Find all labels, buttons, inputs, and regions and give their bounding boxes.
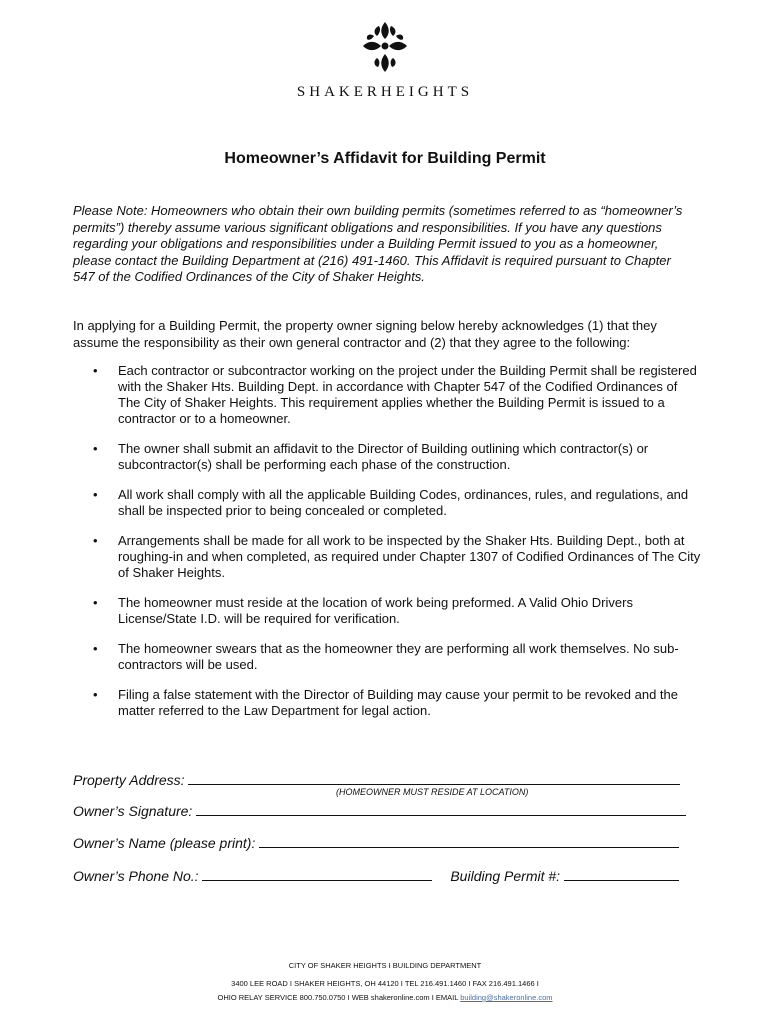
- footer-line-2: 3400 LEE ROAD I SHAKER HEIGHTS, OH 44120 I TEL 216.491.1460 I FAX 216.491.1466 I: [231, 979, 539, 988]
- brand-right: HEIGHTS: [380, 84, 474, 100]
- property-address-label: Property Address:: [73, 772, 185, 788]
- note-paragraph: Please Note: Homeowners who obtain their own building permits (sometimes referred to as “homeowner’s permits”) thereby assume various significant obligations and responsibilities. If you have any questions regarding your obligations and responsibilities under a Building Permit issued to you as a homeowner, please contact the Building Department at (216) 491-1460. This Affidavit is required pursuant to Chapter 547 of the Codified Ordinances of the City of Shaker Heights.: [73, 203, 683, 284]
- list-item: • All work shall comply with all the applicable Building Codes, ordinances, rules, and regulations, and shall be inspected prior to being concealed or completed.: [73, 487, 703, 519]
- list-item: • The homeowner swears that as the homeowner they are performing all work themselves. No sub-contractors will be used.: [73, 641, 703, 673]
- page-title: Homeowner’s Affidavit for Building Permit: [224, 150, 546, 167]
- email-link[interactable]: building@shakeronline.com: [460, 993, 553, 1002]
- owner-name-label: Owner’s Name (please print):: [73, 835, 256, 851]
- property-address-hint: (HOMEOWNER MUST RESIDE AT LOCATION): [336, 787, 529, 797]
- list-item: • Filing a false statement with the Director of Building may cause your permit to be revoked and the matter referred to the Law Department for legal action.: [73, 687, 703, 719]
- property-address-row: [73, 770, 693, 788]
- property-address-field[interactable]: [188, 770, 680, 785]
- signature-label: Owner’s Signature:: [73, 803, 193, 819]
- leaf-emblem-icon: [360, 20, 410, 76]
- brand-wordmark: [0, 84, 770, 101]
- list-item: • The owner shall submit an affidavit to the Director of Building outlining which contractor(s) or subcontractor(s) shall be performing each phase of the construction.: [73, 441, 703, 473]
- permit-label: Building Permit #:: [450, 868, 561, 884]
- footer-line-3: [0, 993, 770, 1002]
- phone-permit-row: [73, 866, 693, 884]
- city-logo: [0, 20, 770, 101]
- footer-line-1: CITY OF SHAKER HEIGHTS I BUILDING DEPARTMENT: [288, 961, 482, 970]
- footer-contact: OHIO RELAY SERVICE 800.750.0750 I WEB shakeronline.com I EMAIL: [217, 993, 461, 1002]
- list-item: • Each contractor or subcontractor working on the project under the Building Permit shall be registered with the Shaker Hts. Building Dept. in accordance with Chapter 547 of the Codified Ordinances of The City of Shaker Heights. This requirement applies whether the Building Permit is issued to a contractor or to a homeowner.: [73, 363, 703, 427]
- owner-name-row: [73, 833, 693, 851]
- signature-row: [73, 801, 693, 819]
- phone-label: Owner’s Phone No.:: [73, 868, 199, 884]
- phone-field[interactable]: [202, 866, 432, 881]
- intro-paragraph: In applying for a Building Permit, the property owner signing below hereby acknowledges (1) that they assume the responsibility as their own general contractor and (2) that they agree to the following:: [73, 318, 657, 350]
- owner-name-field[interactable]: [259, 833, 679, 848]
- signature-field[interactable]: [196, 801, 686, 816]
- list-item: • Arrangements shall be made for all work to be inspected by the Shaker Hts. Building Dept., both at roughing-in and when completed, as required under Chapter 1307 of Codified Ordinances of The City of Shaker Heights.: [73, 533, 703, 581]
- brand-left: SHAKER: [296, 84, 381, 100]
- list-item: • The homeowner must reside at the location of work being preformed. A Valid Ohio Drivers License/State I.D. will be required for verification.: [73, 595, 703, 627]
- terms-list: [73, 363, 703, 733]
- permit-field[interactable]: [564, 866, 679, 881]
